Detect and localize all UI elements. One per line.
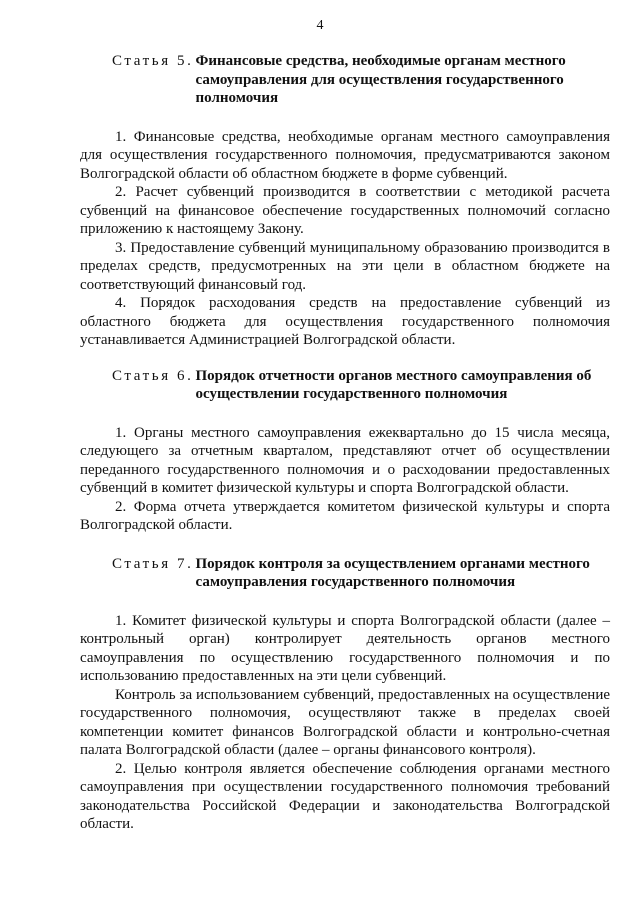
article-6 (80, 367, 610, 535)
article-heading (80, 555, 610, 592)
article-label: Статья 7. (112, 555, 194, 572)
article-title: Порядок отчетности органов местного самоуправления об осуществлении государственного полномочия (195, 367, 592, 402)
paragraph: 2. Целью контроля является обеспечение соблюдения органами местного самоуправления при осуществлении государственного полномочия требований законодательства Российской Федерации и законодательства Волгоградской области. (80, 760, 610, 832)
spacer (80, 350, 610, 367)
paragraph: 2. Форма отчета утверждается комитетом физической культуры и спорта Волгоградской области. (80, 498, 610, 533)
paragraph: 3. Предоставление субвенций муниципальному образованию производится в пределах средств, предусмотренных на эти цели в областном бюджете на соответствующий финансовый год. (80, 239, 610, 293)
paragraph: 1. Комитет физической культуры и спорта Волгоградской области (далее – контрольный орган) контролирует деятельность органов местного самоуправления по осуществлению государственного полномочия и по использованию предоставленных на эти цели субвенций. (80, 612, 610, 684)
paragraph: Контроль за использованием субвенций, предоставленных на осуществление государственного полномочия, осуществляют также в пределах своей компетенции комитет финансов Волгоградской области и контрольно-счетная палата Волгоградской области (далее – органы финансового контроля). (80, 686, 610, 758)
article-title: Порядок контроля за осуществлением органами местного самоуправления государственного полномочия (195, 555, 590, 590)
article-label: Статья 5. (112, 53, 194, 69)
spacer (80, 535, 610, 555)
article-5 (80, 52, 610, 350)
paragraph: 4. Порядок расходования средств на предоставление субвенций из областного бюджета для осуществления государственного полномочия устанавливается Администрацией Волгоградской области. (80, 295, 610, 348)
article-label: Статья 6. (112, 367, 194, 384)
article-heading (80, 367, 610, 404)
article-7 (80, 555, 610, 834)
article-title: Финансовые средства, необходимые органам местного самоуправления для осуществления государственного полномочия (195, 53, 566, 106)
article-heading (80, 52, 610, 108)
paragraph: 1. Органы местного самоуправления ежеквартально до 15 числа месяца, следующего за отчетным кварталом, представляют отчет об осуществлении переданного государственного полномочия и о расходовании предоставленных субвенций в комитет физической культуры и спорта Волгоградской области. (80, 424, 610, 496)
document-body (80, 52, 610, 834)
paragraph: 2. Расчет субвенций производится в соответствии с методикой расчета субвенций на финансовое обеспечение государственных полномочий согласно приложению к настоящему Закону. (80, 184, 610, 237)
paragraph: 1. Финансовые средства, необходимые органам местного самоуправления для осуществления государственного полномочия, предусматриваются законом Волгоградской области об областном бюджете в форме субвенций. (80, 128, 610, 182)
page-number: 4 (316, 18, 324, 33)
